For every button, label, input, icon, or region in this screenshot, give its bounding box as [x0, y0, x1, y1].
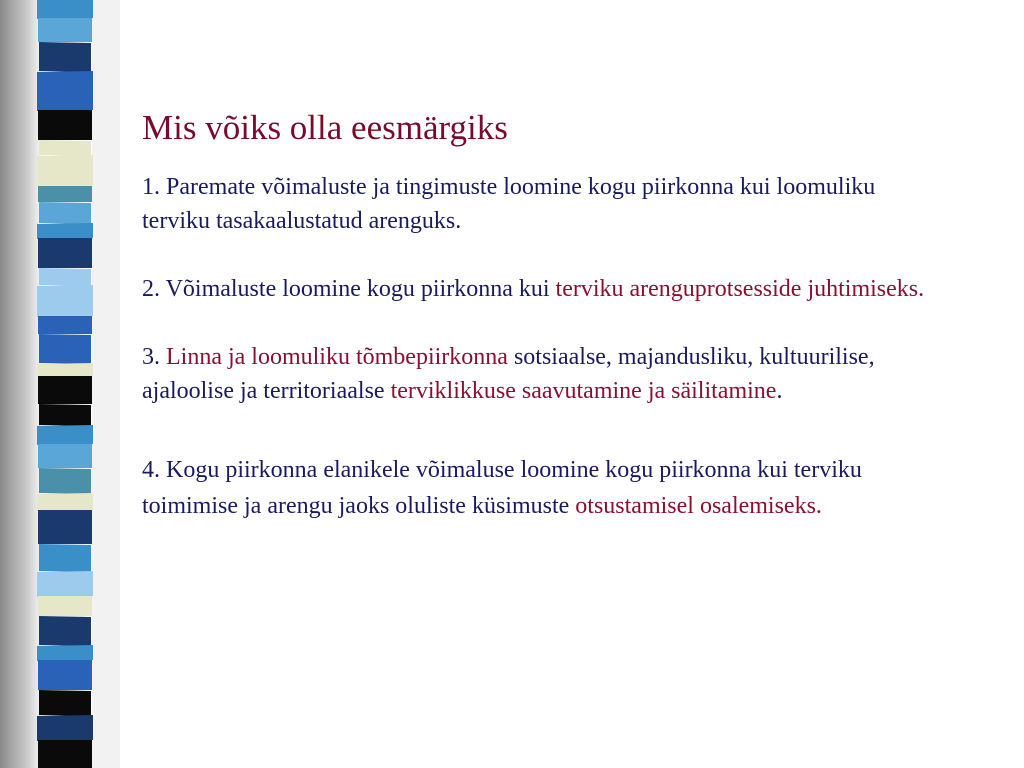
ribbon-stripe [39, 468, 91, 494]
goal-item-4-text: 4. Kogu piirkonna elanikele võimaluse loomine kogu piirkonna kui terviku toimimise ja arengu jaoks oluliste küsimuste [142, 457, 862, 519]
ribbon-stripe [37, 71, 93, 111]
ribbon-stripe [37, 363, 93, 377]
slide-title: Mis võiks olla eesmärgiks [142, 108, 508, 147]
ribbon-stripe [39, 404, 91, 426]
goal-item-3-highlight-b: terviklikkuse saavutamine ja säilitamine [390, 378, 777, 404]
ribbon-stripe [37, 715, 93, 741]
ribbon-stripe [38, 376, 92, 404]
ribbon-stripe [38, 444, 92, 468]
decorative-stripe-ribbon [0, 0, 120, 768]
ribbon-stripe [37, 155, 93, 187]
ribbon-stripe [39, 334, 91, 364]
ribbon-stripe [39, 268, 91, 286]
goal-item-2-text: 2. Võimaluste loomine kogu piirkonna kui [142, 276, 556, 302]
ribbon-stripe [39, 140, 91, 156]
ribbon-stripe [38, 510, 92, 544]
goal-item-1-text: 1. Paremate võimaluste ja tingimuste loomine kogu piirkonna kui loomuliku terviku tasakaalustatud arenguks. [142, 174, 876, 234]
ribbon-stripe [38, 596, 92, 616]
ribbon-stripe [39, 544, 91, 572]
ribbon-stripe [37, 0, 93, 19]
goal-item-4 [142, 452, 942, 524]
goal-item-1 [142, 170, 942, 238]
ribbon-stripe [39, 616, 91, 646]
ribbon-stripe [38, 186, 92, 202]
goal-item-4-highlight: otsustamisel osalemiseks. [575, 493, 822, 519]
ribbon-stripe [39, 202, 91, 224]
ribbon-stripe [38, 18, 92, 42]
goal-item-3-highlight-a: Linna ja loomuliku tõmbepiirkonna [166, 344, 508, 370]
ribbon-shadow-right [92, 0, 120, 768]
ribbon-stripe [38, 740, 92, 768]
ribbon-stripe [38, 238, 92, 268]
ribbon-stripe [38, 316, 92, 334]
ribbon-stripe [38, 660, 92, 690]
ribbon-stripe [37, 645, 93, 661]
goal-item-3-number: 3. [142, 344, 166, 370]
slide-content [142, 170, 942, 524]
ribbon-stripe [37, 571, 93, 597]
goal-item-3-text: sotsiaalse, majandusliku, kultuurilise, ajaloolise ja territoriaalse [142, 344, 875, 404]
ribbon-stripes [37, 0, 93, 768]
ribbon-stripe [37, 425, 93, 445]
goal-item-2-highlight: terviku arenguprotsesside juhtimiseks. [555, 276, 925, 302]
ribbon-stripe [38, 110, 92, 140]
goal-item-3-end: . [776, 378, 783, 404]
ribbon-stripe [39, 42, 91, 72]
goal-item-2 [142, 272, 942, 306]
ribbon-stripe [39, 690, 91, 716]
ribbon-stripe [37, 223, 93, 239]
ribbon-stripe [37, 285, 93, 317]
ribbon-stripe [37, 493, 93, 511]
goal-item-3 [142, 340, 942, 408]
